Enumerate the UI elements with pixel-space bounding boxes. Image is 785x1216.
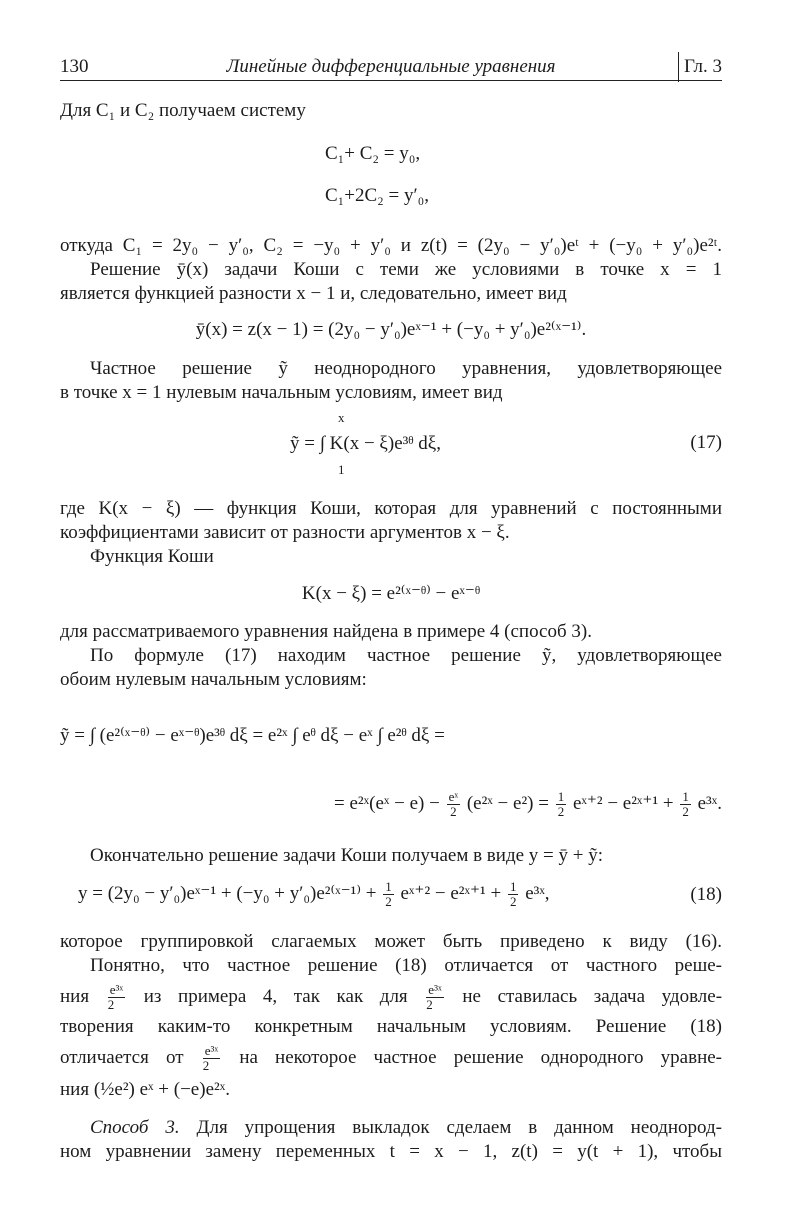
fraction-ex-over-2: $\frac{\text{eˣ}}{2}$: [448, 789, 459, 820]
text-line: обоим нулевым начальным условиям:: [60, 669, 367, 690]
running-header: [60, 52, 722, 81]
fraction-e3x-over-2: $\frac{\text{e³ˣ}}{2}$: [202, 1043, 219, 1074]
page-number: 130: [60, 56, 89, 77]
text-line: Для C₁ и C₂ получаем систему: [60, 100, 306, 121]
equation-18: y = (2y₀ − y′₀)eˣ⁻¹ + (−y₀ + y′₀)e²⁽ˣ⁻¹⁾ + $\frac{1}{2}$ eˣ⁺² − e²ˣ⁺¹ + $\frac{1}{2}$ e³ˣ,: [78, 879, 550, 910]
text-line-with-fractions: отличается от $\frac{\text{e³ˣ}}{2}$ на некоторое частное решение однородного уравне-: [60, 1043, 723, 1074]
equation-number-18: (18): [690, 884, 722, 905]
text-line: Понятно, что частное решение (18) отличается от частного реше-: [90, 955, 722, 976]
equation-system-1: C₁+ C₂ = y₀,: [325, 143, 421, 164]
text-line: которое группировкой слагаемых может быть приведено к виду (16).: [60, 931, 722, 952]
text-line-with-fractions: ния $\frac{\text{e³ˣ}}{2}$ из примера 4, так как для $\frac{\text{e³ˣ}}{2}$ не ставилась задача удовле-: [60, 982, 723, 1013]
equation-long-line-1: ỹ = ∫ (e²⁽ˣ⁻ᶿ⁾ − eˣ⁻ᶿ)e³ᶿ dξ = e²ˣ ∫ eᶿ dξ − eˣ ∫ e²ᶿ dξ =: [60, 725, 445, 746]
fraction-one-half: $\frac{1}{2}$: [557, 789, 565, 820]
fraction-one-half: $\frac{1}{2}$: [682, 789, 689, 820]
equation-cauchy-function: K(x − ξ) = e²⁽ˣ⁻ᶿ⁾ − eˣ⁻ᶿ: [301, 583, 481, 604]
half-e-squared: (½e²): [93, 1079, 135, 1100]
text-line: в точке x = 1 нулевым начальным условиям, имеет вид: [60, 382, 503, 403]
text-line: ном уравнении замену переменных t = x − 1, z(t) = y(t + 1), чтобы: [60, 1141, 722, 1162]
text-line: для рассматриваемого уравнения найдена в примере 4 (способ 3).: [60, 621, 592, 642]
text-line: Окончательно решение задачи Коши получаем в виде y = ȳ + ỹ:: [90, 845, 604, 866]
running-title: Линейные дифференциальные уравнения: [226, 56, 556, 77]
text-line: Функция Коши: [90, 546, 214, 567]
fraction-one-half: $\frac{1}{2}$: [509, 879, 517, 910]
fraction-one-half: $\frac{1}{2}$: [385, 879, 392, 910]
equation-ybar: ȳ(x) = z(x − 1) = (2y₀ − y′₀)eˣ⁻¹ + (−y₀ + y′₀)e²⁽ˣ⁻¹⁾.: [195, 319, 587, 340]
text-line: коэффициентами зависит от разности аргументов x − ξ.: [60, 522, 510, 543]
text-line: Способ 3. Для упрощения выкладок сделаем в данном неоднород-: [90, 1117, 722, 1138]
text-line: Частное решение ỹ неоднородного уравнения, удовлетворяющее: [90, 358, 722, 379]
book-page: [60, 0, 722, 1216]
chapter-label: Гл. 3: [683, 56, 722, 77]
text-line: творения каким-то конкретным начальным условиям. Решение (18): [60, 1016, 722, 1037]
integral-lower-limit: 1: [338, 462, 345, 477]
text-line: Решение ȳ(x) задачи Коши с теми же условиями в точке x = 1: [90, 259, 722, 280]
text-line-with-fractions: ния (½e²) eˣ + (−e)e²ˣ.: [60, 1079, 230, 1100]
equation-17: ỹ = ∫ K(x − ξ)e³ᶿ dξ,: [290, 433, 441, 454]
text-line: где K(x − ξ) — функция Коши, которая для уравнений с постоянными: [60, 498, 722, 519]
fraction-e3x-over-2: $\frac{\text{e³ˣ}}{2}$: [107, 982, 124, 1013]
fraction-e3x-over-2: $\frac{\text{e³ˣ}}{2}$: [426, 982, 442, 1013]
integral-upper-limit: x: [338, 410, 345, 425]
method-label: Способ 3.: [90, 1117, 180, 1138]
text-line: откуда C₁ = 2y₀ − y′₀, C₂ = −y₀ + y′₀ и z(t) = (2y₀ − y′₀)eᵗ + (−y₀ + y′₀)e²ᵗ.: [60, 235, 722, 256]
equation-long-line-2: = e²ˣ(eˣ − e) − $\frac{\text{eˣ}}{2}$ (e²ˣ − e²) = $\frac{1}{2}$ eˣ⁺² − e²ˣ⁺¹ + $\frac{1}{2}$ e³ˣ.: [334, 789, 722, 820]
equation-system-2: C₁+2C₂ = y′₀,: [325, 185, 430, 206]
text-line: По формуле (17) находим частное решение ỹ, удовлетворяющее: [90, 645, 722, 666]
text-line: является функцией разности x − 1 и, следовательно, имеет вид: [60, 283, 567, 304]
equation-number-17: (17): [690, 432, 722, 453]
